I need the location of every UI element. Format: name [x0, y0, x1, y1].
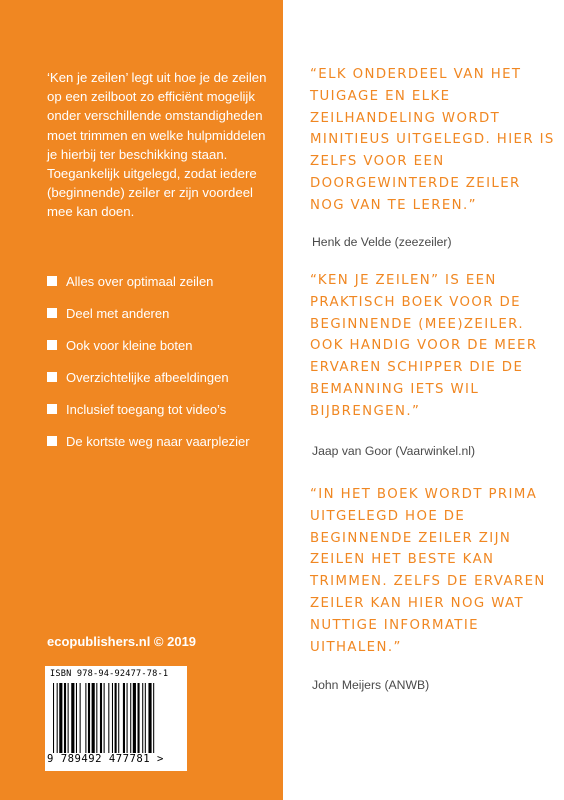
bullet-square-icon: [47, 340, 57, 350]
review-quote-1: “ELK ONDERDEEL VAN HET TUIGAGE EN ELKE ZEILHANDELING WORDT MINITIEUS UITGELEGD. HIER IS ZELFS VOOR EEN DOORGEWINTERDE ZEILER NOG VAN TE LEREN.”: [310, 67, 555, 213]
feature-label: De kortste weg naar vaarplezier: [66, 433, 250, 449]
isbn-number: ISBN 978-94-92477-78-1: [50, 669, 169, 679]
feature-list: [47, 265, 250, 457]
feature-label: Deel met anderen: [66, 305, 170, 321]
feature-item: [47, 265, 250, 297]
bullet-square-icon: [47, 372, 57, 382]
bullet-square-icon: [47, 308, 57, 318]
feature-label: Inclusief toegang tot video’s: [66, 401, 227, 417]
feature-label: Overzichtelijke afbeeldingen: [66, 369, 229, 385]
feature-item: [47, 425, 250, 457]
isbn-barcode: [45, 666, 187, 771]
feature-item: [47, 297, 250, 329]
feature-label: Ook voor kleine boten: [66, 337, 193, 353]
bullet-square-icon: [47, 436, 57, 446]
bullet-square-icon: [47, 276, 57, 286]
feature-label: Alles over optimaal zeilen: [66, 273, 214, 289]
review-author-2: Jaap van Goor (Vaarwinkel.nl): [312, 444, 476, 458]
review-author-1: Henk de Velde (zeezeiler): [312, 235, 452, 249]
ean-digits: 9 789492 477781 >: [47, 753, 164, 765]
book-description: ‘Ken je zeilen’ legt uit hoe je de zeilen op een zeilboot zo efficiënt mogelijk onder verschillende omstandigheden moet trimmen en welke hulpmiddelen je hierbij ter beschikking staan. Toegankelijk uitgelegd, zodat iedere (beginnende) zeiler er zijn voordeel mee kan doen.: [47, 70, 267, 220]
barcode-bars-icon: [53, 683, 179, 753]
feature-item: [47, 361, 250, 393]
feature-item: [47, 393, 250, 425]
feature-item: [47, 329, 250, 361]
review-author-3: John Meijers (ANWB): [312, 678, 430, 692]
publisher-credit: ecopublishers.nl © 2019: [47, 634, 197, 649]
review-quote-3: “IN HET BOEK WORDT PRIMA UITGELEGD HOE DE BEGINNENDE ZEILER ZIJN ZEILEN HET BESTE KAN TRIMMEN. ZELFS DE ERVAREN ZEILER KAN HIER NOG WAT NUTTIGE INFORMATIE UITHALEN.”: [310, 487, 546, 655]
bullet-square-icon: [47, 404, 57, 414]
review-quote-2: “KEN JE ZEILEN” IS EEN PRAKTISCH BOEK VOOR DE BEGINNENDE (MEE)ZEILER. OOK HANDIG VOOR DE MEER ERVAREN SCHIPPER DIE DE BEMANNING IETS WIL BIJBRENGEN.”: [310, 273, 538, 419]
